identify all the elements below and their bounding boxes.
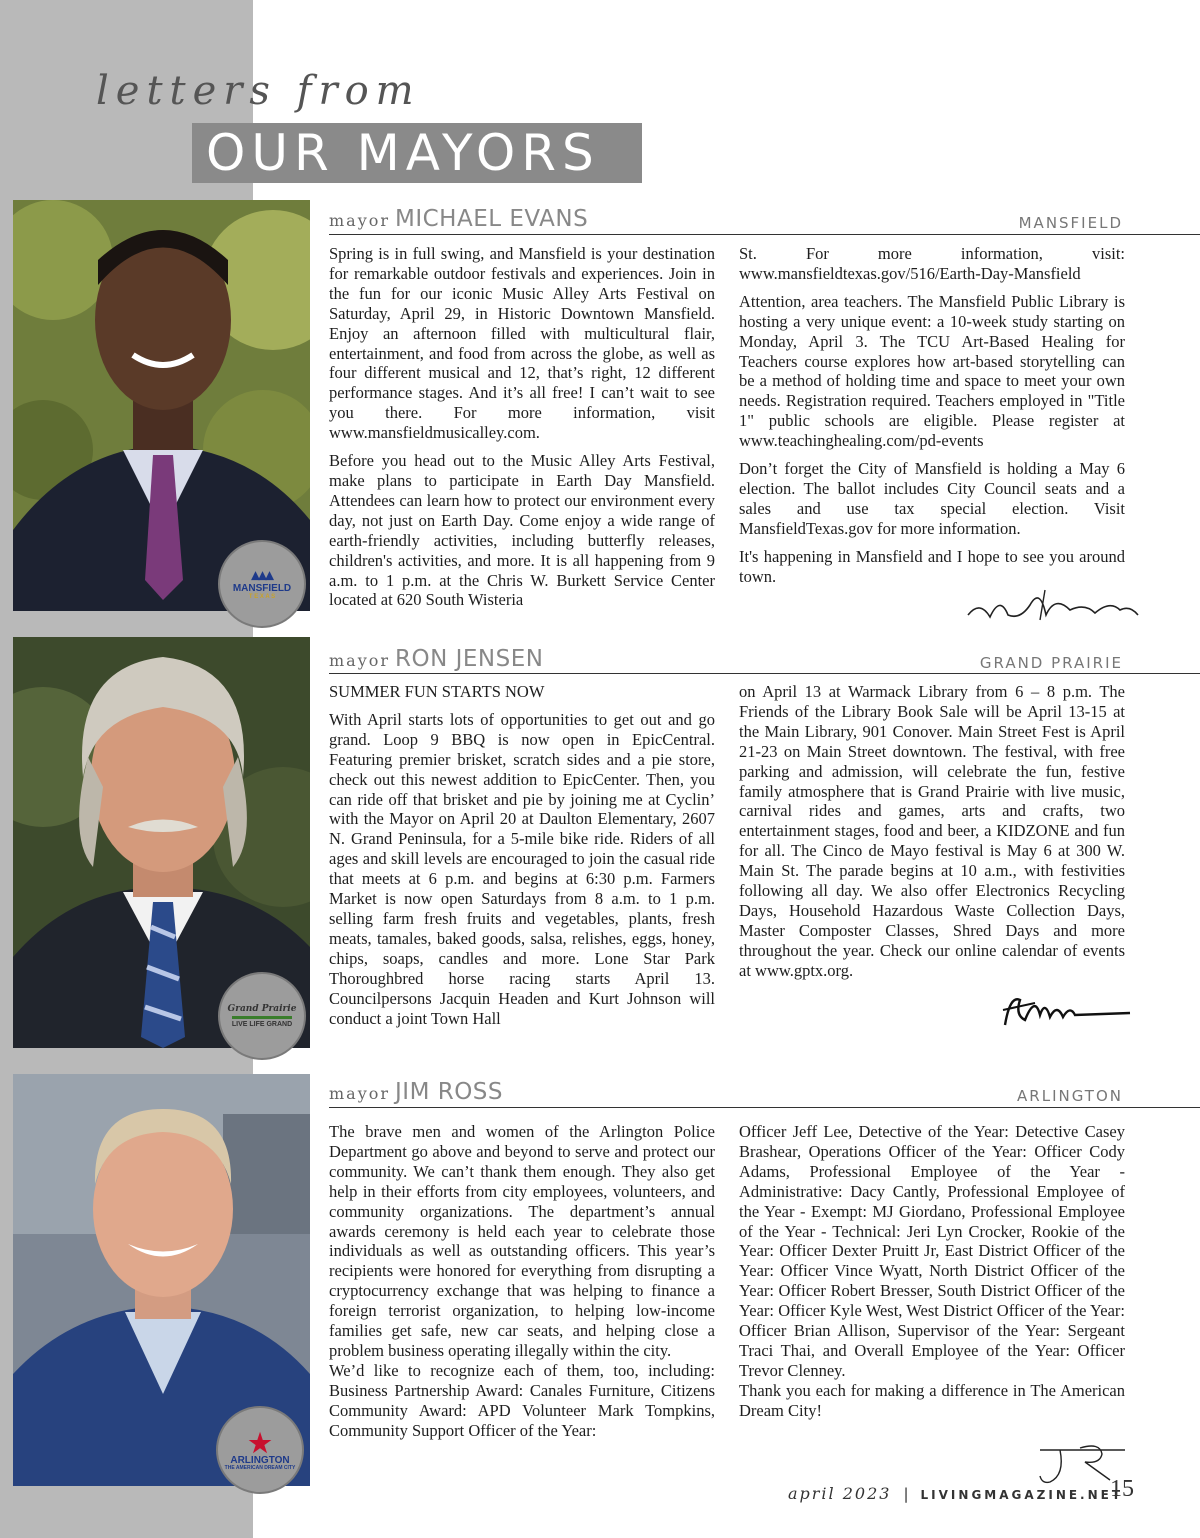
letter-paragraph: on April 13 at Warmack Library from 6 – 8 p.m. The Friends of the Library Book Sale will be April 13-15 at the Main Library, 901 Conover. Main Street Fest is April 21-23 on Main Street downtown. The festival, with free parking and admission, will celebrate the fun, festive family atmosphere that is Grand Prairie with live music, carnival rides and games, arts and crafts, two entertainment stages, food and beer, a KIDZONE and fun for all. The Cinco de Mayo festival is May 6 at 300 W. Main St. The parade begins at 10 a.m., with festivities following all day. We also offer Electronics Recycling Days, Household Hazardous Waste Collection Days, Master Composter Classes, Shred Days and more throughout the year. Check our online calendar of events at www.gptx.org. [739,682,1125,980]
letter-paragraph: St. For more information, visit: www.mansfieldtexas.gov/516/Earth-Day-Mansfield [739,244,1125,283]
mayor-jensen-right-column [739,682,1125,1002]
letter-paragraph: Spring is in full swing, and Mansfield is your destination for remarkable outdoor festivals and experiences. Join in the fun for our iconic Music Alley Arts Festival on Saturday, April 29, in Historic Downtown Mansfield. Enjoy an afternoon filled with multicultural flair, entertainment, and food from across the globe, as well as four different musical and 12, that’s right, 12 different performance stages. And it’s all free! I can’t wait to see you there. For more information, visit www.mansfieldmusicalley.com. [329,244,715,443]
seal-text: MANSFIELD [232,583,292,594]
page-title: OUR MAYORS [192,123,642,183]
mayor-name: JIM ROSS [395,1079,504,1105]
mayor-ross-left-column [329,1122,715,1482]
mayor-evans-right-column [739,244,1125,594]
grand-prairie-seal-icon [218,972,306,1060]
footer-separator: | [903,1485,909,1503]
letter-paragraph: Before you head out to the Music Alley Arts Festival, make plans to participate in Earth Day Mansfield. Attendees can learn how to protect our environment every day, not just on Earth Day. Come enjoy a wide range of earth-friendly activities, including butterfly releases, children's activities, and more. It is all happening from 9 a.m. to 1 p.m. at the Chris W. Burkett Service Center located at 620 South Wisteria [329,451,715,610]
seal-subtext: THE AMERICAN DREAM CITY [224,1464,296,1471]
arlington-seal-icon: ★ ARLINGTON THE AMERICAN DREAM CITY [216,1406,304,1494]
letter-paragraph: With April starts lots of opportunities to get out and go grand. Loop 9 BBQ is now open in EpicCentral. Featuring premier brisket, scratch sides and a pie store, check out this newest addition to EpicCenter. Then, you can ride off that brisket and pie by joining me at Cyclin’ with the Mayor on April 20 at Daulton Elementary, 2607 N. Grand Peninsula, for a 5-mile bike ride. Riders of all ages and skill levels are encouraged to join the casual ride that meets at 6 p.m. and begins at 6:30 p.m. Farmers Market is now open Saturdays from 8 a.m. to 1 p.m. selling farm fresh fruits and vegetables, plants, fresh meats, tamales, baked goods, salsa, relishes, eggs, honey, chips, soaps, candles and more. Lone Star Park Thoroughbred horse racing starts April 13. Councilpersons Jacquin Headen and Kurt Johnson will conduct a joint Town Hall [329,709,715,1028]
mayor-city: GRAND PRAIRIE [979,654,1123,672]
letter-heading: SUMMER FUN STARTS NOW [329,682,545,701]
section-kicker: letters from [96,68,421,114]
mayor-name: MICHAEL EVANS [395,206,589,232]
mayor-ross-right-column [739,1122,1125,1452]
mayor-name: RON JENSEN [395,646,544,672]
site-link[interactable]: LIVINGMAGAZINE.NET [920,1488,1124,1502]
letter-paragraph: Officer Jeff Lee, Detective of the Year: Detective Casey Brashear, Operations Officer of the Year: Officer Cody Adams, Professional Employee of the Year - Administrative: Dacy Cantly, Professional Employee of the Year - Exempt: MJ Giordano, Professional Employee of the Year - Technical: Jeri Lyn Crocker, Rookie of the Year: Officer Dexter Pruitt Jr, East District Officer of the Year: Officer Vince Wyatt, North District Officer of the Year: Officer Robert Bresser, South District Officer of the Year: Officer Kyle West, West District Officer of the Year: Officer Brian Allison, Supervisor of the Year: Sergeant Traci Thai, and Overall Employee of the Year: Officer Trevor Clenney. [739,1122,1125,1380]
section-divider [329,234,1200,235]
seal-subtext: LIVE LIFE GRAND [231,1020,293,1028]
mayor-prefix: mayor [329,1084,391,1103]
issue-date: april 2023 [788,1484,892,1503]
mansfield-seal-icon: ▴▴▴ MANSFIELD T E X A S [218,540,306,628]
mayor-evans-signature-icon [960,585,1145,630]
mayor-jensen-header [329,642,1200,672]
letter-paragraph: Thank you each for making a difference in The American Dream City! [739,1380,1125,1420]
mayor-evans-left-column [329,244,715,614]
page-number: 15 [1110,1476,1134,1502]
seal-subtext: T E X A S [248,594,276,600]
mayor-prefix: mayor [329,651,391,670]
mayor-jensen-left-column [329,682,715,1052]
mayor-city: MANSFIELD [1018,214,1123,232]
mayor-ross-header [329,1075,1200,1105]
mayor-city: ARLINGTON [1017,1087,1123,1105]
section-divider [329,673,1200,674]
letter-paragraph: Don’t forget the City of Mansfield is holding a May 6 election. The ballot includes City Council seats and a sales and use tax special election. Visit MansfieldTexas.gov for more information. [739,459,1125,538]
seal-text: ARLINGTON [230,1454,290,1466]
seal-text: Grand Prairie [227,1003,297,1014]
letter-paragraph: Attention, area teachers. The Mansfield Public Library is hosting a very unique event: a 10-week study starting on Monday, April 3. The TCU Art-Based Healing for Teachers course explores how art-based storytelling can be a method of holding time and space to meet your own needs. Registration required. Teachers employed in "Title 1" public schools are eligible. Please register at www.teachinghealing.com/pd-events [739,291,1125,451]
mayor-evans-header [329,202,1200,232]
letter-paragraph: The brave men and women of the Arlington Police Department go above and beyond to serve and protect our community. We can’t thank them enough. They also get help in their efforts from city employees, volunteers, and community organizations. The department’s annual awards ceremony is held each year to celebrate those individuals as well as outstanding officers. This year’s recipients were honored for everything from disrupting a cryptocurrency exchange that was helping to finance a foreign terrorist organization, to helping low-income families get safe, new car seats, and helping close a problem business operating illegally within the city. [329,1122,715,1360]
letter-paragraph: It's happening in Mansfield and I hope to see you around town. [739,546,1125,586]
letter-paragraph: We’d like to recognize each of them, too, including: Business Partnership Award: Canales Furniture, Citizens Community Award: APD Volunteer Mark Tompkins, Community Support Officer of the Year: [329,1360,715,1440]
mayor-jensen-signature-icon [995,985,1135,1035]
section-divider [329,1107,1200,1108]
mayor-prefix: mayor [329,211,391,230]
page-footer [788,1484,1148,1508]
